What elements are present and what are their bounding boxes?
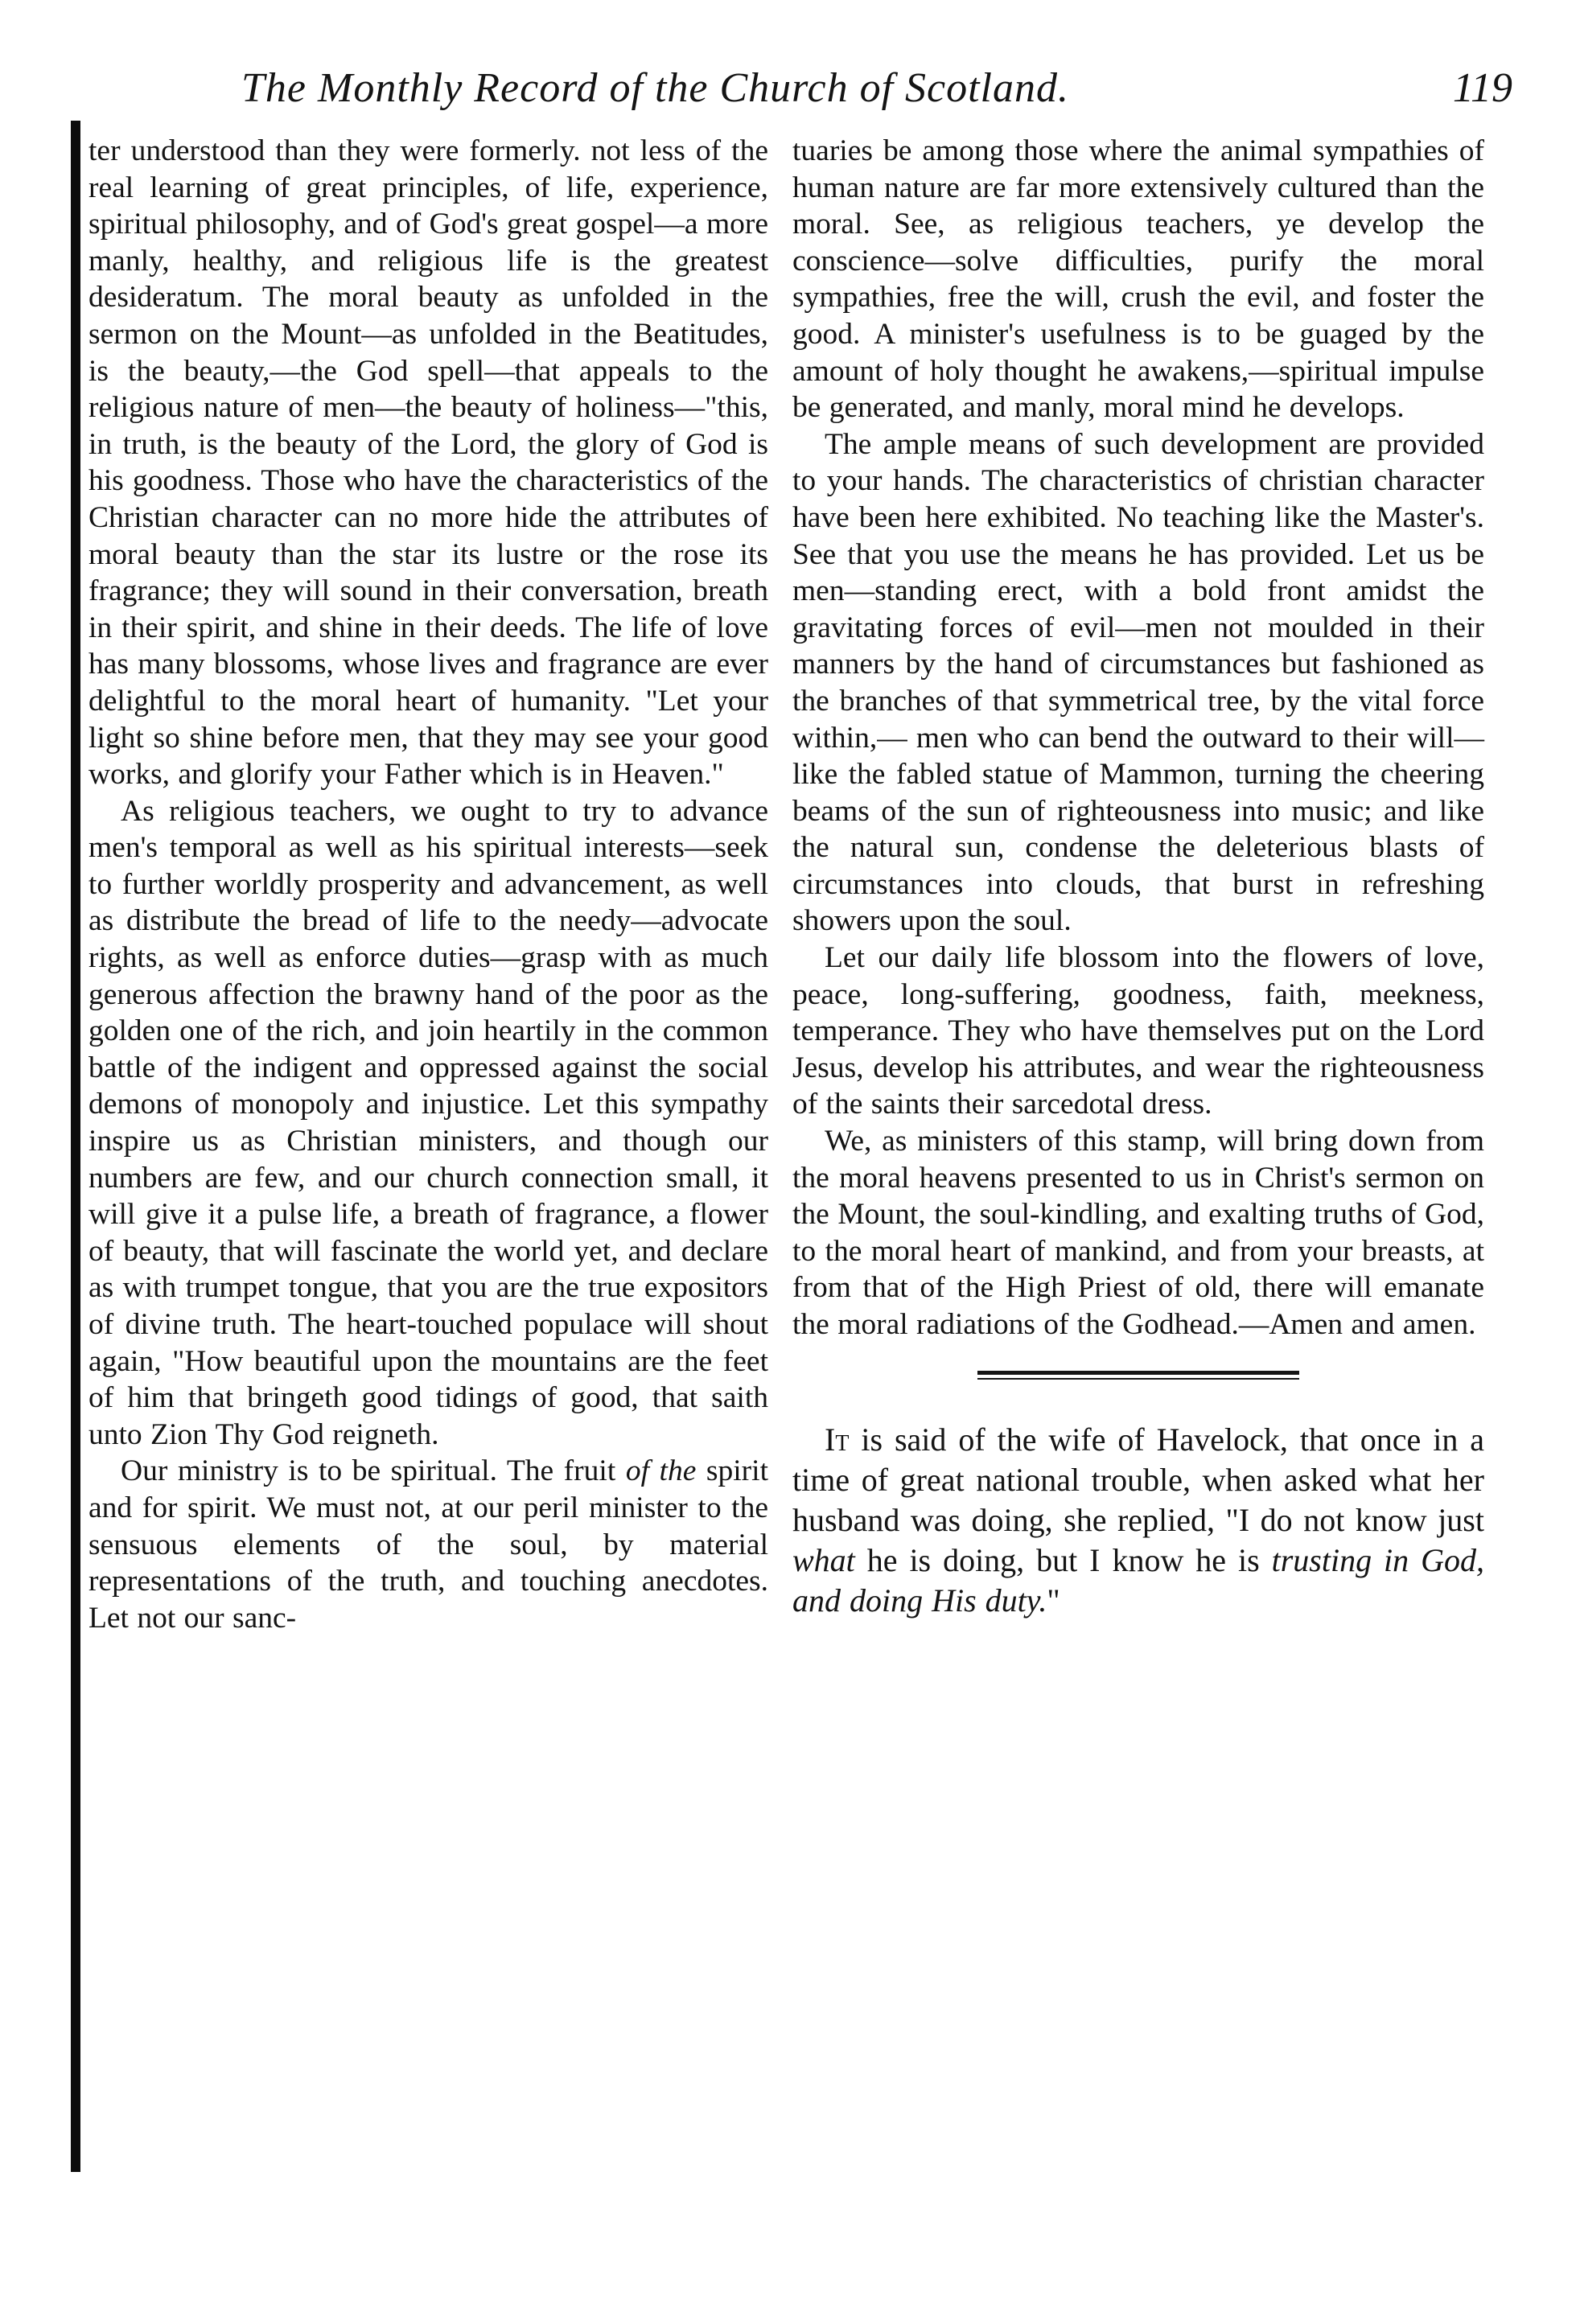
havelock-anecdote [792, 1420, 1484, 1621]
right-paragraph-2: The ample means of such development are provided to your hands. The characteristics of christian character have been here exhibited. No teaching like the Master's. See that you use the means he has provided. Let us be men—standing erect, with a bold front amidst the gravitating forces of evil—men not moulded in their manners by the hand of circumstances but fashioned as the branches of that symmetrical tree, by the vital force within,— men who can bend the outward to their will—like the fabled statue of Mammon, turning the cheering beams of the sun of righteousness into music; and like the natural sun, condense the deleterious blasts of circumstances into clouds, that burst in refreshing showers upon the soul. [792, 427, 1484, 938]
left-paragraph-3-rest: spirit and for spirit. We must not, at our peril minister to the sensuous elements of the soul, by material representations of the truth, and touching anecdotes. Let not our sanc- [88, 1454, 769, 1635]
left-paragraph-1: ter understood than they were formerly. not less of the real learning of great principles, of life, experience, spiritual philosophy, and of God's great gospel—a more manly, healthy, and religious life is the greatest desideratum. The moral beauty as unfolded in the sermon on the Mount—as unfolded in the Beatitudes, is the beauty,—the God spell—that appeals to the religious nature of men—the beauty of holiness—"this, in truth, is the beauty of the Lord, the glory of God is his goodness. Those who have the characteristics of the Christian character can no more hide the attributes of moral beauty than the star its lustre or the rose its fragrance; they will sound in their conversation, breath in their spirit, and shine in their deeds. The life of love has many blossoms, whose lives and fragrance are ever delightful to the moral heart of humanity. "Let your light so shine before men, that they may see your good works, and glorify your Father which is in Heaven." [88, 134, 768, 792]
left-paragraph-3-italic: of the [625, 1454, 697, 1488]
left-paragraph-3 [88, 1453, 768, 1636]
anecdote-text-mid: he is doing, but I know he is [854, 1541, 1272, 1578]
divider-thick-rule [977, 1371, 1299, 1375]
left-paragraph-3-lead: Our ministry is to be spiritual. The fruit [121, 1454, 626, 1488]
running-title: The Monthly Record of the Church of Scotland. [241, 65, 1069, 111]
anecdote-initial: It [825, 1421, 850, 1458]
left-column [88, 133, 768, 1636]
divider-thin-rule [977, 1378, 1299, 1380]
binding-margin-shadow [71, 121, 80, 2172]
right-paragraph-3: Let our daily life blossom into the flowers of love, peace, long-suffering, goodness, faith, meekness, temperance. They who have themselves put on the Lord Jesus, develop his attributes, and wear the righteousness of the saints their sarcedotal dress. [792, 941, 1484, 1121]
left-paragraph-2: As religious teachers, we ought to try to advance men's temporal as well as his spiritual interests—seek to further worldly prosperity and advancement, as well as distribute the bread of life to the needy—advocate rights, as well as enforce duties—grasp with as much generous affection the brawny hand of the poor as the golden one of the rich, and join heartily in the common battle of the indigent and oppressed against the social demons of monopoly and injustice. Let this sympathy inspire us as Christian ministers, and though our numbers are few, and our church connection small, it will give it a pulse life, a breath of fragrance, a flower of beauty, that will fascinate the world yet, and declare as with trumpet tongue, that you are the true expositors of divine truth. The heart-touched populace will shout again, "How beautiful upon the mountains are the feet of him that bringeth good tidings of good, that saith unto Zion Thy God reigneth. [88, 794, 768, 1451]
right-paragraph-1: tuaries be among those where the animal sympathies of human nature are far more extensively cultured than the moral. See, as religious teachers, ye develop the conscience—solve difficulties, purify the moral sympathies, free the will, crush the evil, and foster the good. A minister's usefulness is to be guaged by the amount of holy thought he awakens,—spiritual impulse be generated, and manly, moral mind he develops. [792, 134, 1484, 425]
anecdote-italic-ending: trusting in God, and doing His duty. [792, 1541, 1484, 1619]
page-header [241, 64, 1512, 137]
right-column [792, 133, 1484, 1621]
page-number: 119 [1452, 65, 1512, 111]
anecdote-text: is said of the wife of Havelock, that once in a time of great national trouble, when asked what her husband was doing, she replied, "I do not know just [792, 1421, 1484, 1538]
anecdote-italic-what: what [792, 1541, 855, 1578]
anecdote-close-quote: " [1047, 1582, 1060, 1619]
right-paragraph-4: We, as ministers of this stamp, will bring down from the moral heavens presented to us in Christ's sermon on the Mount, the soul-kindling, and exalting truths of God, to the moral heart of mankind, and from your breasts, at from that of the High Priest of old, there will emanate the moral radiations of the Godhead.—Amen and amen. [792, 1125, 1484, 1341]
section-divider [977, 1371, 1299, 1380]
